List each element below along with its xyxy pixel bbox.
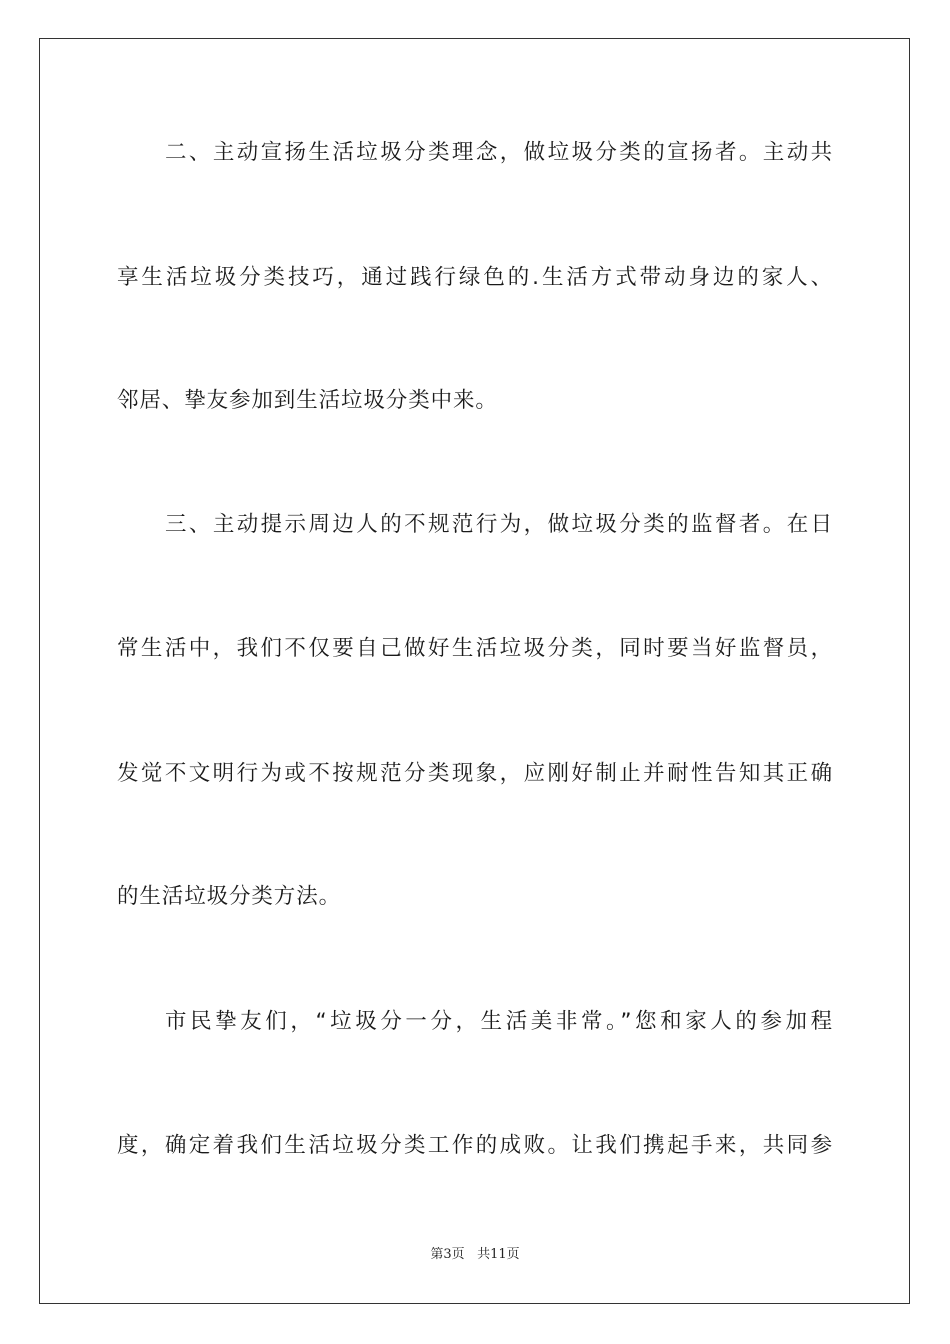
paragraph-3-line-3: 发觉不文明行为或不按规范分类现象，应刚好制止并耐性告知其正确 <box>117 761 833 786</box>
paragraph-3-line-1: 三、主动提示周边人的不规范行为，做垃圾分类的监督者。在日 <box>165 512 833 537</box>
page-number: 第3页 <box>430 1247 465 1262</box>
page-total: 共11页 <box>477 1247 520 1262</box>
page-border <box>39 38 910 1304</box>
paragraph-2-line-1: 二、主动宣扬生活垃圾分类理念，做垃圾分类的宣扬者。主动共 <box>165 140 833 165</box>
page-footer <box>0 1246 950 1264</box>
paragraph-3-line-4: 的生活垃圾分类方法。 <box>117 884 342 909</box>
paragraph-3-line-2: 常生活中，我们不仅要自己做好生活垃圾分类，同时要当好监督员， <box>117 636 833 661</box>
paragraph-2-line-2: 享生活垃圾分类技巧，通过践行绿色的.生活方式带动身边的家人、 <box>117 265 833 290</box>
paragraph-4-line-2: 度，确定着我们生活垃圾分类工作的成败。让我们携起手来，共同参 <box>117 1133 833 1158</box>
paragraph-4-line-1: 市民挚友们，“垃圾分一分，生活美非常。”您和家人的参加程 <box>165 1009 833 1034</box>
paragraph-2-line-3: 邻居、挚友参加到生活垃圾分类中来。 <box>117 388 498 413</box>
